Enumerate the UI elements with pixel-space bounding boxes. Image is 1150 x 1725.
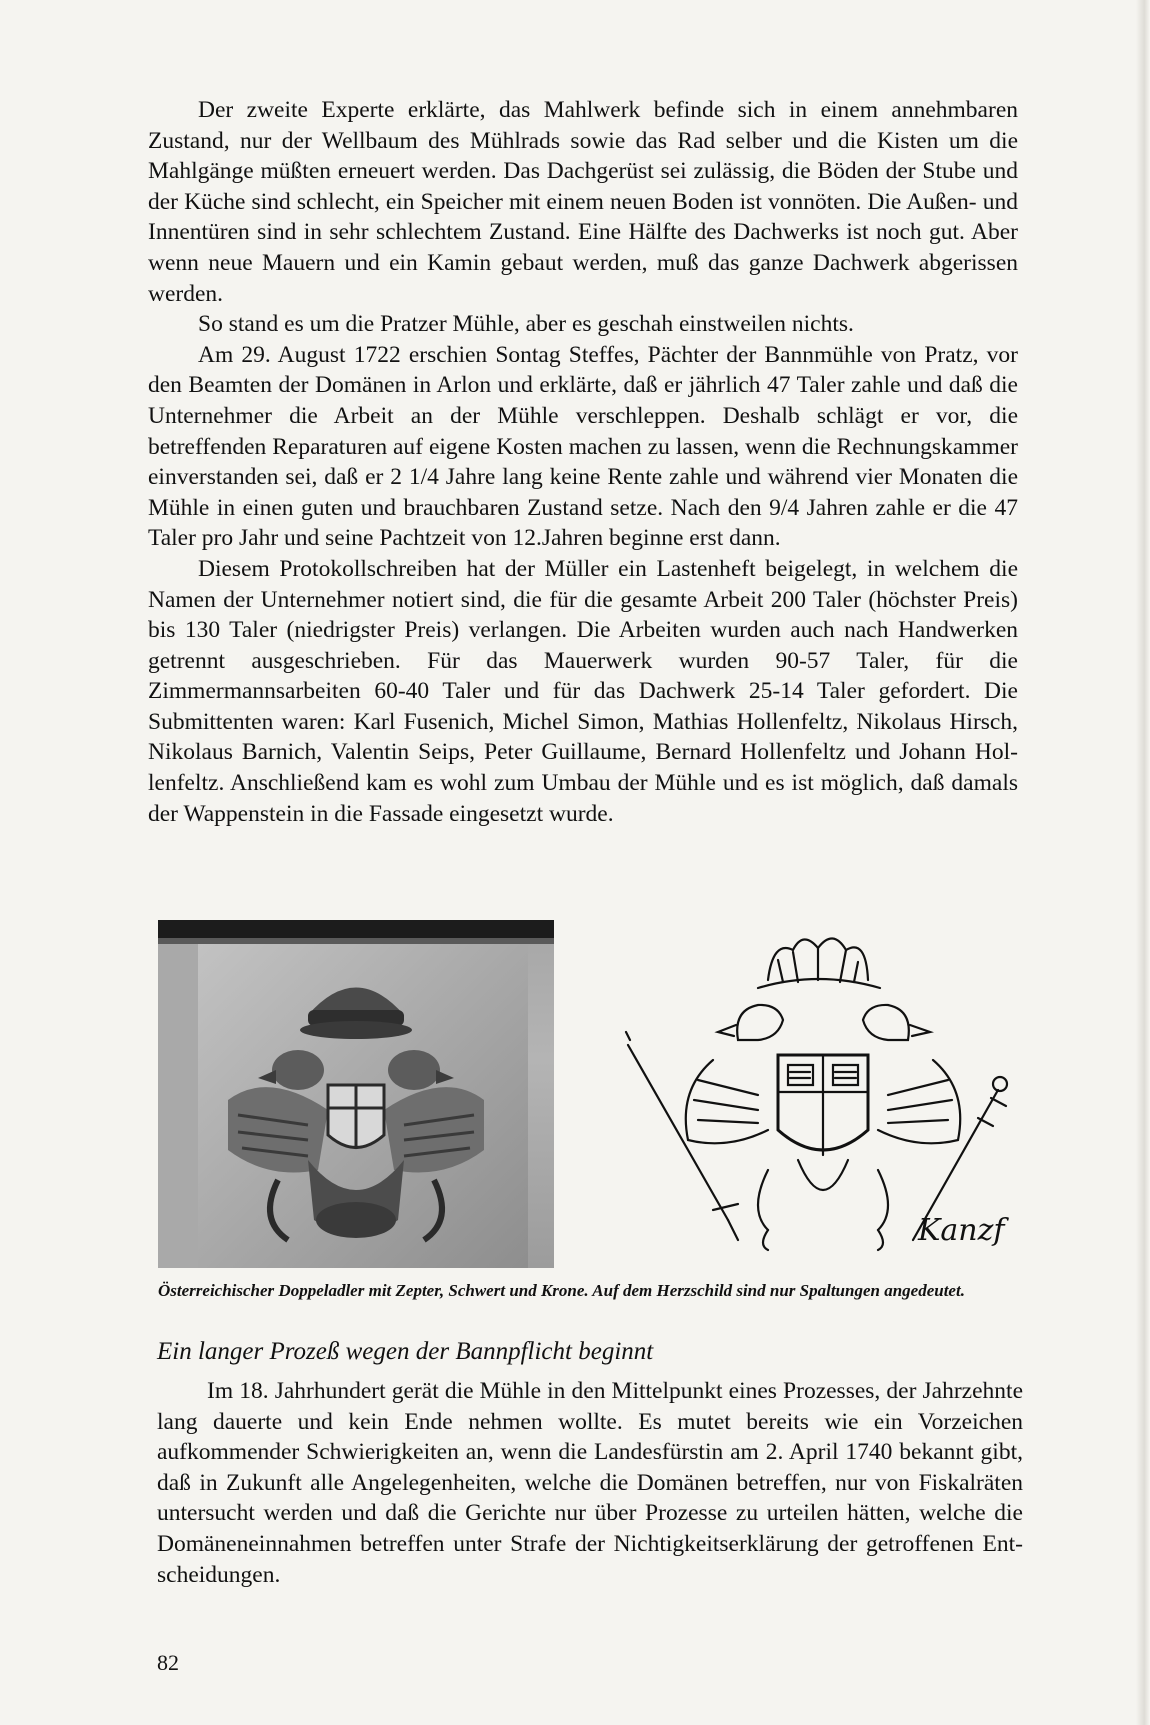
- page-number: 82: [157, 1650, 179, 1675]
- paragraph: Der zweite Experte erklärte, das Mahlwerk befinde sich in einem annehmbaren Zustand, nur der Wellbaum des Mühlrads sowie das Rad selber und die Kisten um die Mahlgänge müßten erneuert werden. Das Dachgerüst sei zulässig, die Böden der Stube und der Küche sind schlecht, ein Speicher mit einem neuen Boden ist vonnöten. Die Außen- und Innentüren sind in sehr schlechtem Zustand. Eine Hälfte des Dachwerks ist noch gut. Aber wenn neue Mauern und ein Kamin gebaut werden, muß das ganze Dachwerk abgerissen werden.: [148, 97, 1018, 307]
- paragraph: Diesem Protokollschreiben hat der Müller ein Lastenheft beigelegt, in welchem die Namen der Unternehmer notiert sind, die für die gesamte Arbeit 200 Taler (höchster Preis) bis 130 Taler (niedrigster Preis) verlangen. Die Arbeiten wurden auch nach Handwerken getrennt ausgeschrieben. Für das Mauerwerk wurden 90-57 Taler, für die Zimmermannsarbeiten 60-40 Taler und für das Dachwerk 25-14 Taler gefordert. Die Submittenten waren: Karl Fusenich, Michel Simon, Mathias Hollenfeltz, Nikolaus Hirsch, Nikolaus Barnich, Valentin Seips, Peter Guillaume, Bernard Hollenfeltz und Johann Hollenfeltz. Anschließend kam es wohl zum Umbau der Mühle und es ist möglich, daß damals der Wappenstein in die Fassade eingesetzt wurde.: [148, 555, 1018, 827]
- paragraph: Im 18. Jahrhundert gerät die Mühle in den Mittelpunkt eines Prozesses, der Jahrzehnte lang dauerte und kein Ende nehmen wollte. Es mutet bereits wie ein Vorzeichen aufkommender Schwierigkeiten an, wenn die Landesfürstin am 2. April 1740 bekannt gibt, daß in Zukunft alle Angelegenheiten, welche die Domänen betreffen, nur von Fiskalräten untersucht werden und daß die Gerichte nur über Prozesse zu urteilen hätten, welche die Domäneneinnahmen betreffen unter Strafe der Nichtigkeitserklärung der getroffenen Entscheidungen.: [157, 1378, 1023, 1588]
- coat-of-arms-photo: [158, 920, 554, 1268]
- section-heading: Ein langer Prozeß wegen der Bannpflicht beginnt: [157, 1338, 654, 1365]
- body-text-upper: [148, 95, 1018, 829]
- coat-of-arms-sketch: [618, 920, 1028, 1270]
- body-text-lower: [157, 1376, 1023, 1590]
- eagle-drawing: [618, 920, 1028, 1270]
- sketch-signature: Kanzf: [918, 1213, 1005, 1248]
- page-edge-shadow: [1136, 0, 1150, 1725]
- paragraph: Am 29. August 1722 erschien Sontag Steffes, Pächter der Bannmühle von Pratz, vor den Beamten der Domänen in Arlon und erklärte, daß er jährlich 47 Taler zahle und daß die Unternehmer die Arbeit an der Mühle verschleppen. Deshalb schlägt er vor, die betreffenden Reparaturen auf eigene Kosten machen zu lassen, wenn die Rechnungskammer einverstanden sei, daß er 2 1/4 Jahre lang keine Rente zahle und während vier Monaten die Mühle in einen guten und brauchbaren Zustand setze. Nach den 9/4 Jahren zahle er die 47 Taler pro Jahr und seine Pachtzeit von 12.Jahren beginne erst dann.: [148, 341, 1018, 552]
- figure-caption: Österreichischer Doppeladler mit Zepter, Schwert und Krone. Auf dem Herzschild sind nur Spaltungen angedeutet.: [158, 1281, 965, 1300]
- paragraph: So stand es um die Pratzer Mühle, aber es geschah einstweilen nichts.: [198, 311, 854, 338]
- figure-row: [158, 920, 1028, 1272]
- stone-relief-image: [158, 920, 554, 1268]
